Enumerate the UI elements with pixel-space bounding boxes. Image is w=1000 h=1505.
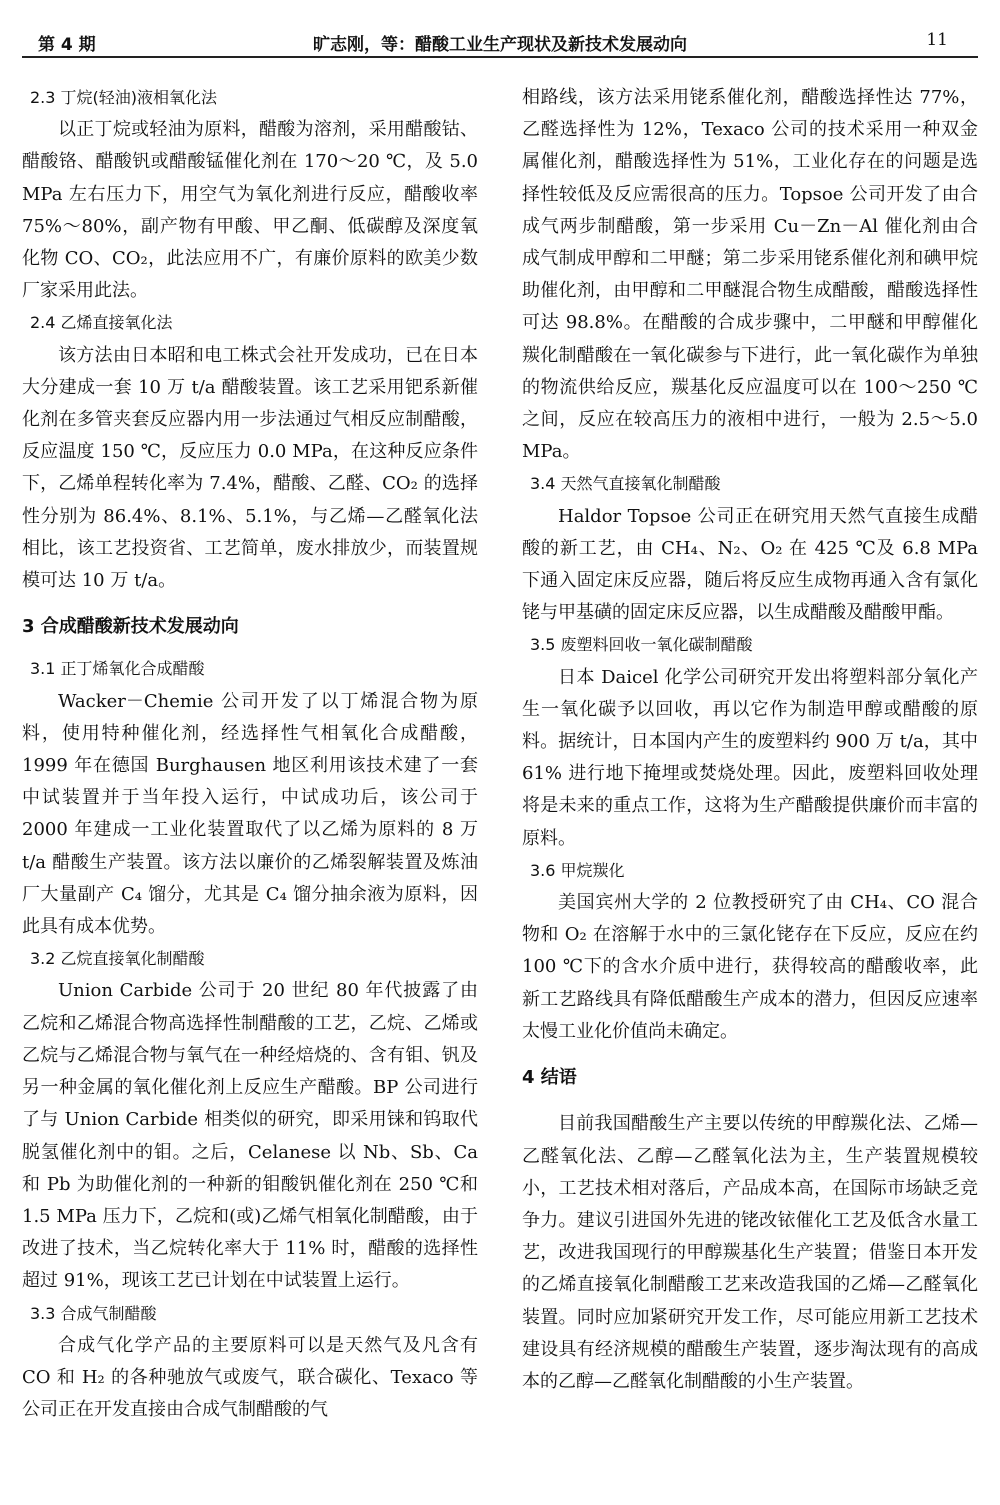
running-header — [22, 20, 978, 56]
section-3-1-heading: 3.1 正丁烯氧化合成醋酸 — [30, 659, 205, 679]
issue-label: 第 4 期 — [38, 35, 96, 55]
section-3-6-paragraph: 美国宾州大学的 2 位教授研究了由 CH₄、CO 混合物和 O₂ 在溶解于水中的三氯化铑存在下反应，反应在约 100 ℃下的含水介质中进行，获得较高的醋酸收率，此新工艺路线具有降低醋酸生产成本的潜力，但因反应速率太慢工业化价值尚未确定。 — [522, 892, 978, 1042]
section-3-2-heading: 3.2 乙烷直接氧化制醋酸 — [30, 949, 205, 969]
section-3-heading: 3 合成醋酸新技术发展动向 — [22, 616, 239, 638]
header-rule — [22, 56, 978, 58]
right-column — [522, 82, 978, 1398]
page-number: 11 — [926, 30, 948, 50]
section-3-5-heading: 3.5 废塑料回收一氧化碳制醋酸 — [530, 635, 753, 655]
section-3-2-paragraph: Union Carbide 公司于 20 世纪 80 年代披露了由乙烷和乙烯混合物高选择性制醋酸的工艺，乙烷、乙烯或乙烷与乙烯混合物与氧气在一种经焙烧的、含有钼、钒及另一种金属的氧化催化剂上反应生产醋酸。BP 公司进行了与 Union Carbide 相类似的研究，即采用铼和钨取代脱氢催化剂中的钼。之后，Celanese 以 Nb、Sb、Ca 和 Pb 为助催化剂的一种新的钼酸钒催化剂在 250 ℃和 1.5 MPa 压力下，乙烷和(或)乙烯气相氧化制醋酸，由于改进了技术，当乙烷转化率大于 11% 时，醋酸的选择性超过 91%，现该工艺已计划在中试装置上运行。 — [22, 980, 478, 1292]
section-3-4-heading: 3.4 天然气直接氧化制醋酸 — [530, 474, 721, 494]
section-3-6-heading: 3.6 甲烷羰化 — [530, 860, 625, 880]
section-2-3-paragraph: 以正丁烷或轻油为原料，醋酸为溶剂，采用醋酸钴、醋酸铬、醋酸钒或醋酸锰催化剂在 170～20 ℃，及 5.0 MPa 左右压力下，用空气为氧化剂进行反应，醋酸收率 75%～80%，副产物有甲酸、甲乙酮、低碳醇及深度氧化物 CO、CO₂，此法应用不广，有廉价原料的欧美少数厂家采用此法。 — [22, 119, 478, 302]
section-4-paragraph: 目前我国醋酸生产主要以传统的甲醇羰化法、乙烯—乙醛氧化法、乙醇—乙醛氧化法为主，生产装置规模较小，工艺技术相对落后，产品成本高，在国际市场缺乏竞争力。建议引进国外先进的铑改铱催化工艺及低含水量工艺，改进我国现行的甲醇羰基化生产装置；借鉴日本开发的乙烯直接氧化制醋酸工艺来改造我国的乙烯—乙醛氧化装置。同时应加紧研究开发工作，尽可能应用新工艺技术建设具有经济规模的醋酸生产装置，逐步淘汰现有的高成本的乙醇—乙醛氧化制醋酸的小生产装置。 — [522, 1113, 978, 1392]
section-3-4-paragraph: Haldor Topsoe 公司正在研究用天然气直接生成醋酸的新工艺，由 CH₄、N₂、O₂ 在 425 ℃及 6.8 MPa 下通入固定床反应器，随后将反应生成物再通入含有氯化铑与甲基磺的固定床反应器，以生成醋酸及醋酸甲酯。 — [522, 505, 978, 624]
section-3-1-paragraph: Wacker－Chemie 公司开发了以丁烯混合物为原料，使用特种催化剂，经选择性气相氧化合成醋酸，1999 年在德国 Burghausen 地区利用该技术建了一套中试装置并于当年投入运行，中试成功后，该公司于 2000 年建成一工业化装置取代了以乙烯为原料的 8 万 t/a 醋酸生产装置。该方法以廉价的乙烯裂解装置及炼油厂大量副产 C₄ 馏分，尤其是 C₄ 馏分抽余液为原料，因此具有成本优势。 — [22, 690, 478, 938]
section-2-4-paragraph: 该方法由日本昭和电工株式会社开发成功，已在日本大分建成一套 10 万 t/a 醋酸装置。该工艺采用钯系新催化剂在多管夹套反应器内用一步法通过气相反应制醋酸，反应温度 150 ℃，反应压力 0.0 MPa，在这种反应条件下，乙烯单程转化率为 7.4%，醋酸、乙醛、CO₂ 的选择性分别为 86.4%、8.1%、5.1%，与乙烯—乙醛氧化法相比，该工艺投资省、工艺简单，废水排放少，而装置规模可达 10 万 t/a。 — [22, 344, 478, 592]
section-2-3-heading: 2.3 丁烷(轻油)液相氧化法 — [30, 88, 218, 107]
left-column — [22, 82, 478, 1426]
section-3-3-paragraph: 合成气化学产品的主要原料可以是天然气及凡含有 CO 和 H₂ 的各种驰放气或废气，联合碳化、Texaco 等公司正在开发直接由合成气制醋酸的气 — [22, 1334, 478, 1421]
running-title: 旷志刚，等：醋酸工业生产现状及新技术发展动向 — [313, 35, 687, 55]
section-2-4-heading: 2.4 乙烯直接氧化法 — [30, 313, 173, 333]
section-3-3-continued: 相路线，该方法采用铑系催化剂，醋酸选择性达 77%，乙醛选择性为 12%，Texaco 公司的技术采用一种双金属催化剂，醋酸选择性为 51%，工业化存在的问题是选择性较低及反应需很高的压力。Topsoe 公司开发了由合成气两步制醋酸，第一步采用 Cu－Zn－Al 催化剂由合成气制成甲醇和二甲醚；第二步采用铑系催化剂和碘甲烷助催化剂，由甲醇和二甲醚混合物生成醋酸，醋酸选择性可达 98.8%。在醋酸的合成步骤中，二甲醚和甲醇催化羰化制醋酸在一氧化碳参与下进行，此一氧化碳作为单独的物流供给反应，羰基化反应温度可以在 100～250 ℃之间，反应在较高压力的液相中进行，一般为 2.5～5.0 MPa。 — [522, 87, 978, 463]
section-4-heading: 4 结语 — [522, 1067, 577, 1089]
section-3-3-heading: 3.3 合成气制醋酸 — [30, 1303, 157, 1323]
section-3-5-paragraph: 日本 Daicel 化学公司研究开发出将塑料部分氧化产生一氧化碳予以回收，再以它作为制造甲醇或醋酸的原料。据统计，日本国内产生的废塑料约 900 万 t/a，其中 61% 进行地下掩埋或焚烧处理。因此，废塑料回收处理将是未来的重点工作，这将为生产醋酸提供廉价而丰富的原料。 — [522, 666, 978, 849]
